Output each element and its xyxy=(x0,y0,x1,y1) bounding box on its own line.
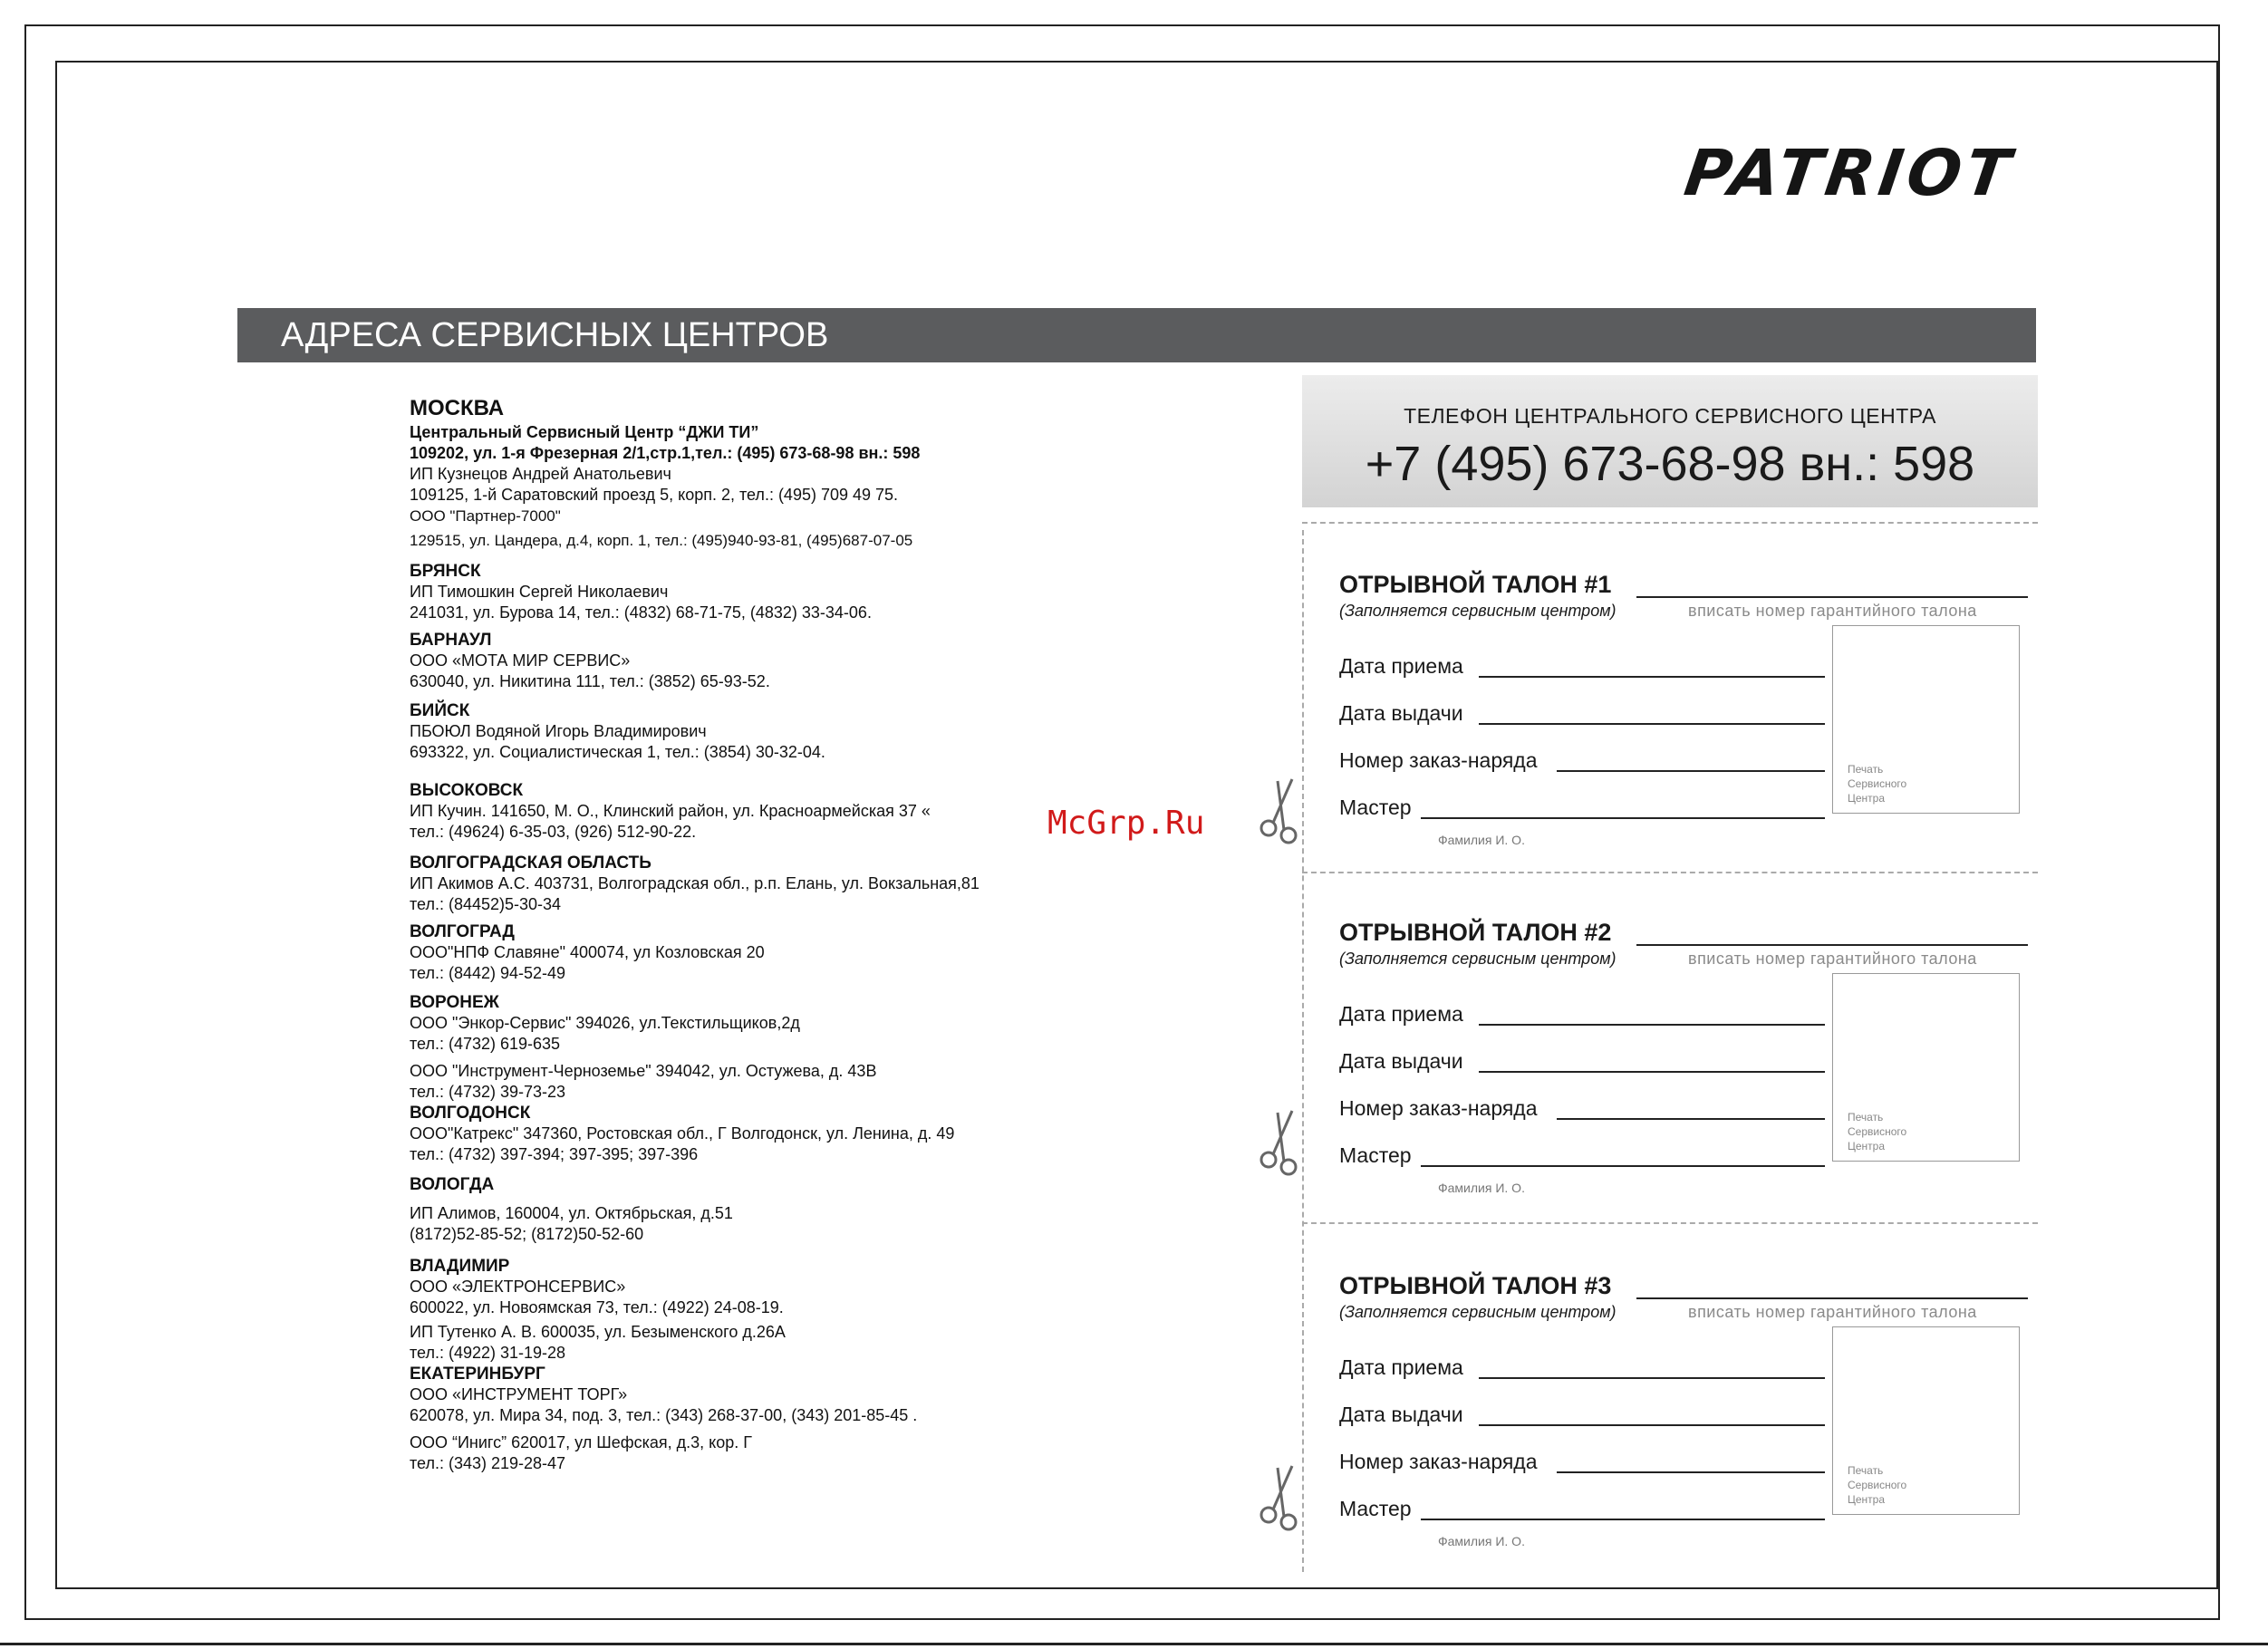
address-line: ООО "Энкор-Сервис" 394026, ул.Текстильщиков,2д xyxy=(410,1014,800,1032)
address-line: 241031, ул. Бурова 14, тел.: (4832) 68-71-75, (4832) 33-34-06. xyxy=(410,603,872,622)
stamp-box xyxy=(1832,973,2020,1162)
city-block-volgograd xyxy=(410,921,1270,984)
address-line: ИП Тимошкин Сергей Николаевич xyxy=(410,583,669,601)
date-issued-field[interactable] xyxy=(1479,1424,1825,1426)
scissors-icon xyxy=(1259,776,1301,848)
address-line: тел.: (84452)5-30-34 xyxy=(410,895,562,913)
city-name: БРЯНСК xyxy=(410,562,481,581)
address-line: ИП Кучин. 141650, М. О., Клинский район, ул. Красноармейская 37 « xyxy=(410,802,931,820)
address-line: ООО"Катрекс" 347360, Ростовская обл., Г Волгодонск, ул. Ленина, д. 49 xyxy=(410,1124,955,1143)
order-number-field[interactable] xyxy=(1557,1118,1825,1120)
master-name-hint: Фамилия И. О. xyxy=(1438,833,1525,847)
address-line: Центральный Сервисный Центр “ДЖИ ТИ” xyxy=(410,423,759,441)
ticket-hint: вписать номер гарантийного талона xyxy=(1688,1303,1977,1321)
date-received-label: Дата приема xyxy=(1339,1355,1463,1379)
city-name: ЕКАТЕРИНБУРГ xyxy=(410,1365,545,1384)
address-line: ИП Акимов А.С. 403731, Волгоградская обл., р.п. Елань, ул. Вокзальная,81 xyxy=(410,874,980,892)
date-received-field[interactable] xyxy=(1479,1377,1825,1379)
scissors-icon xyxy=(1259,1462,1301,1535)
city-block-barnaul xyxy=(410,630,1270,692)
city-name: БИЙСК xyxy=(410,701,470,720)
address-line: ООО «ЭЛЕКТРОНСЕРВИС» xyxy=(410,1278,626,1296)
address-line: ИП Кузнецов Андрей Анатольевич xyxy=(410,465,671,483)
address-line: ООО"НПФ Славяне" 400074, ул Козловская 20 xyxy=(410,943,765,961)
address-line: ПБОЮЛ Водяной Игорь Владимирович xyxy=(410,722,707,740)
date-received-field[interactable] xyxy=(1479,676,1825,678)
date-received-field[interactable] xyxy=(1479,1024,1825,1026)
date-issued-field[interactable] xyxy=(1479,1071,1825,1073)
address-line: ООО «МОТА МИР СЕРВИС» xyxy=(410,651,631,670)
address-line: тел.: (4732) 619-635 xyxy=(410,1035,561,1053)
bottom-border-line xyxy=(0,1643,2268,1645)
master-name-hint: Фамилия И. О. xyxy=(1438,1534,1525,1548)
cut-line xyxy=(1302,872,2038,873)
address-line: тел.: (49624) 6-35-03, (926) 512-90-22. xyxy=(410,823,697,841)
city-block-bryansk xyxy=(410,561,1270,623)
warranty-number-field[interactable] xyxy=(1636,596,2028,598)
master-label: Мастер xyxy=(1339,1143,1412,1167)
master-name-hint: Фамилия И. О. xyxy=(1438,1181,1525,1195)
order-number-field[interactable] xyxy=(1557,770,1825,772)
stamp-label: Печать Сервисного Центра xyxy=(1848,763,1907,805)
date-issued-label: Дата выдачи xyxy=(1339,1403,1463,1426)
date-received-label: Дата приема xyxy=(1339,1002,1463,1026)
ticket-hint: вписать номер гарантийного талона xyxy=(1688,602,1977,620)
stamp-box xyxy=(1832,1326,2020,1515)
date-issued-field[interactable] xyxy=(1479,723,1825,725)
city-name: ВЫСОКОВСК xyxy=(410,781,524,800)
city-block-biysk xyxy=(410,700,1270,763)
city-block-moscow xyxy=(410,395,1270,551)
address-line: тел.: (8442) 94-52-49 xyxy=(410,964,566,982)
address-line: 630040, ул. Никитина 111, тел.: (3852) 65-93-52. xyxy=(410,672,770,690)
address-line: тел.: (4922) 31-19-28 xyxy=(410,1344,566,1362)
address-line: ИП Алимов, 160004, ул. Октябрьская, д.51 xyxy=(410,1204,733,1222)
stamp-box xyxy=(1832,625,2020,814)
ticket-hint: вписать номер гарантийного талона xyxy=(1688,950,1977,968)
order-number-label: Номер заказ-наряда xyxy=(1339,748,1538,772)
tear-off-ticket-2 xyxy=(1339,919,2028,1195)
address-line: ООО "Партнер-7000" xyxy=(410,507,561,525)
city-block-voronezh xyxy=(410,992,1270,1103)
ticket-note: (Заполняется сервисным центром) xyxy=(1339,602,1617,620)
address-line: ООО "Инструмент-Черноземье" 394042, ул. Остужева, д. 43В xyxy=(410,1062,877,1080)
city-name: ВЛАДИМИР xyxy=(410,1257,510,1276)
date-issued-label: Дата выдачи xyxy=(1339,701,1463,725)
address-line: ООО «ИНСТРУМЕНТ ТОРГ» xyxy=(410,1385,628,1403)
city-name: ВОЛОГДА xyxy=(410,1175,495,1194)
vertical-cut-line xyxy=(1302,530,1304,1572)
city-block-volgodonsk xyxy=(410,1103,1270,1165)
address-line: ООО “Инигс” 620017, ул Шефская, д.3, кор. Г xyxy=(410,1433,752,1451)
ticket-title: ОТРЫВНОЙ ТАЛОН #3 xyxy=(1339,1272,1612,1299)
tear-off-ticket-3 xyxy=(1339,1272,2028,1548)
address-line: 109202, ул. 1-я Фрезерная 2/1,стр.1,тел.: (495) 673-68-98 вн.: 598 xyxy=(410,444,921,462)
master-label: Мастер xyxy=(1339,796,1412,819)
section-title: АДРЕСА СЕРВИСНЫХ ЦЕНТРОВ xyxy=(281,316,829,354)
central-phone-box xyxy=(1302,375,2038,507)
master-field[interactable] xyxy=(1421,1165,1825,1167)
phone-title: ТЕЛЕФОН ЦЕНТРАЛЬНОГО СЕРВИСНОГО ЦЕНТРА xyxy=(1404,404,1936,428)
address-line: 693322, ул. Социалистическая 1, тел.: (3854) 30-32-04. xyxy=(410,743,825,761)
master-field[interactable] xyxy=(1421,1519,1825,1520)
city-block-vladimir xyxy=(410,1256,1270,1364)
stamp-label: Печать Сервисного Центра xyxy=(1848,1111,1907,1152)
service-center-addresses xyxy=(410,395,1270,1474)
date-received-label: Дата приема xyxy=(1339,654,1463,678)
city-name: БАРНАУЛ xyxy=(410,631,492,650)
address-line: 129515, ул. Цандера, д.4, корп. 1, тел.: (495)940-93-81, (495)687-07-05 xyxy=(410,532,913,549)
city-block-yekaterinburg xyxy=(410,1364,1270,1474)
city-name: ВОЛГОГРАД xyxy=(410,922,515,941)
city-name: ВОЛГОГРАДСКАЯ ОБЛАСТЬ xyxy=(410,853,651,873)
ticket-title: ОТРЫВНОЙ ТАЛОН #2 xyxy=(1339,919,1612,946)
cut-line xyxy=(1302,522,2038,524)
address-line: 109125, 1-й Саратовский проезд 5, корп. 2, тел.: (495) 709 49 75. xyxy=(410,486,899,504)
city-block-volgograd-region xyxy=(410,853,1270,915)
address-line: тел.: (4732) 397-394; 397-395; 397-396 xyxy=(410,1145,699,1163)
address-line: (8172)52-85-52; (8172)50-52-60 xyxy=(410,1225,644,1243)
master-label: Мастер xyxy=(1339,1497,1412,1520)
date-issued-label: Дата выдачи xyxy=(1339,1049,1463,1073)
address-line: ИП Тутенко А. В. 600035, ул. Безыменского д.26А xyxy=(410,1323,786,1341)
city-block-vologda xyxy=(410,1174,1270,1245)
city-name: МОСКВА xyxy=(410,396,505,420)
stamp-label: Печать Сервисного Центра xyxy=(1848,1464,1907,1506)
address-line: тел.: (343) 219-28-47 xyxy=(410,1454,566,1472)
warranty-number-field[interactable] xyxy=(1636,1297,2028,1299)
patriot-logo: PATRIOT xyxy=(1680,136,2020,210)
tear-off-ticket-1 xyxy=(1339,571,2028,847)
order-number-label: Номер заказ-наряда xyxy=(1339,1450,1538,1473)
order-number-field[interactable] xyxy=(1557,1471,1825,1473)
city-name: ВОРОНЕЖ xyxy=(410,993,499,1012)
cut-line xyxy=(1302,1222,2038,1224)
ticket-title: ОТРЫВНОЙ ТАЛОН #1 xyxy=(1339,571,1612,598)
scissors-icon xyxy=(1259,1107,1301,1180)
master-field[interactable] xyxy=(1421,817,1825,819)
ticket-note: (Заполняется сервисным центром) xyxy=(1339,1303,1617,1321)
phone-number: +7 (495) 673-68-98 вн.: 598 xyxy=(1365,437,1975,491)
address-line: 620078, ул. Мира 34, под. 3, тел.: (343) 268-37-00, (343) 201-85-45 . xyxy=(410,1406,918,1424)
section-title-bar xyxy=(237,308,2036,362)
warranty-number-field[interactable] xyxy=(1636,944,2028,946)
order-number-label: Номер заказ-наряда xyxy=(1339,1096,1538,1120)
watermark-text: McGrp.Ru xyxy=(1047,805,1205,842)
city-name: ВОЛГОДОНСК xyxy=(410,1104,531,1123)
ticket-note: (Заполняется сервисным центром) xyxy=(1339,950,1617,968)
address-line: тел.: (4732) 39-73-23 xyxy=(410,1083,566,1101)
address-line: 600022, ул. Новоямская 73, тел.: (4922) 24-08-19. xyxy=(410,1298,784,1316)
